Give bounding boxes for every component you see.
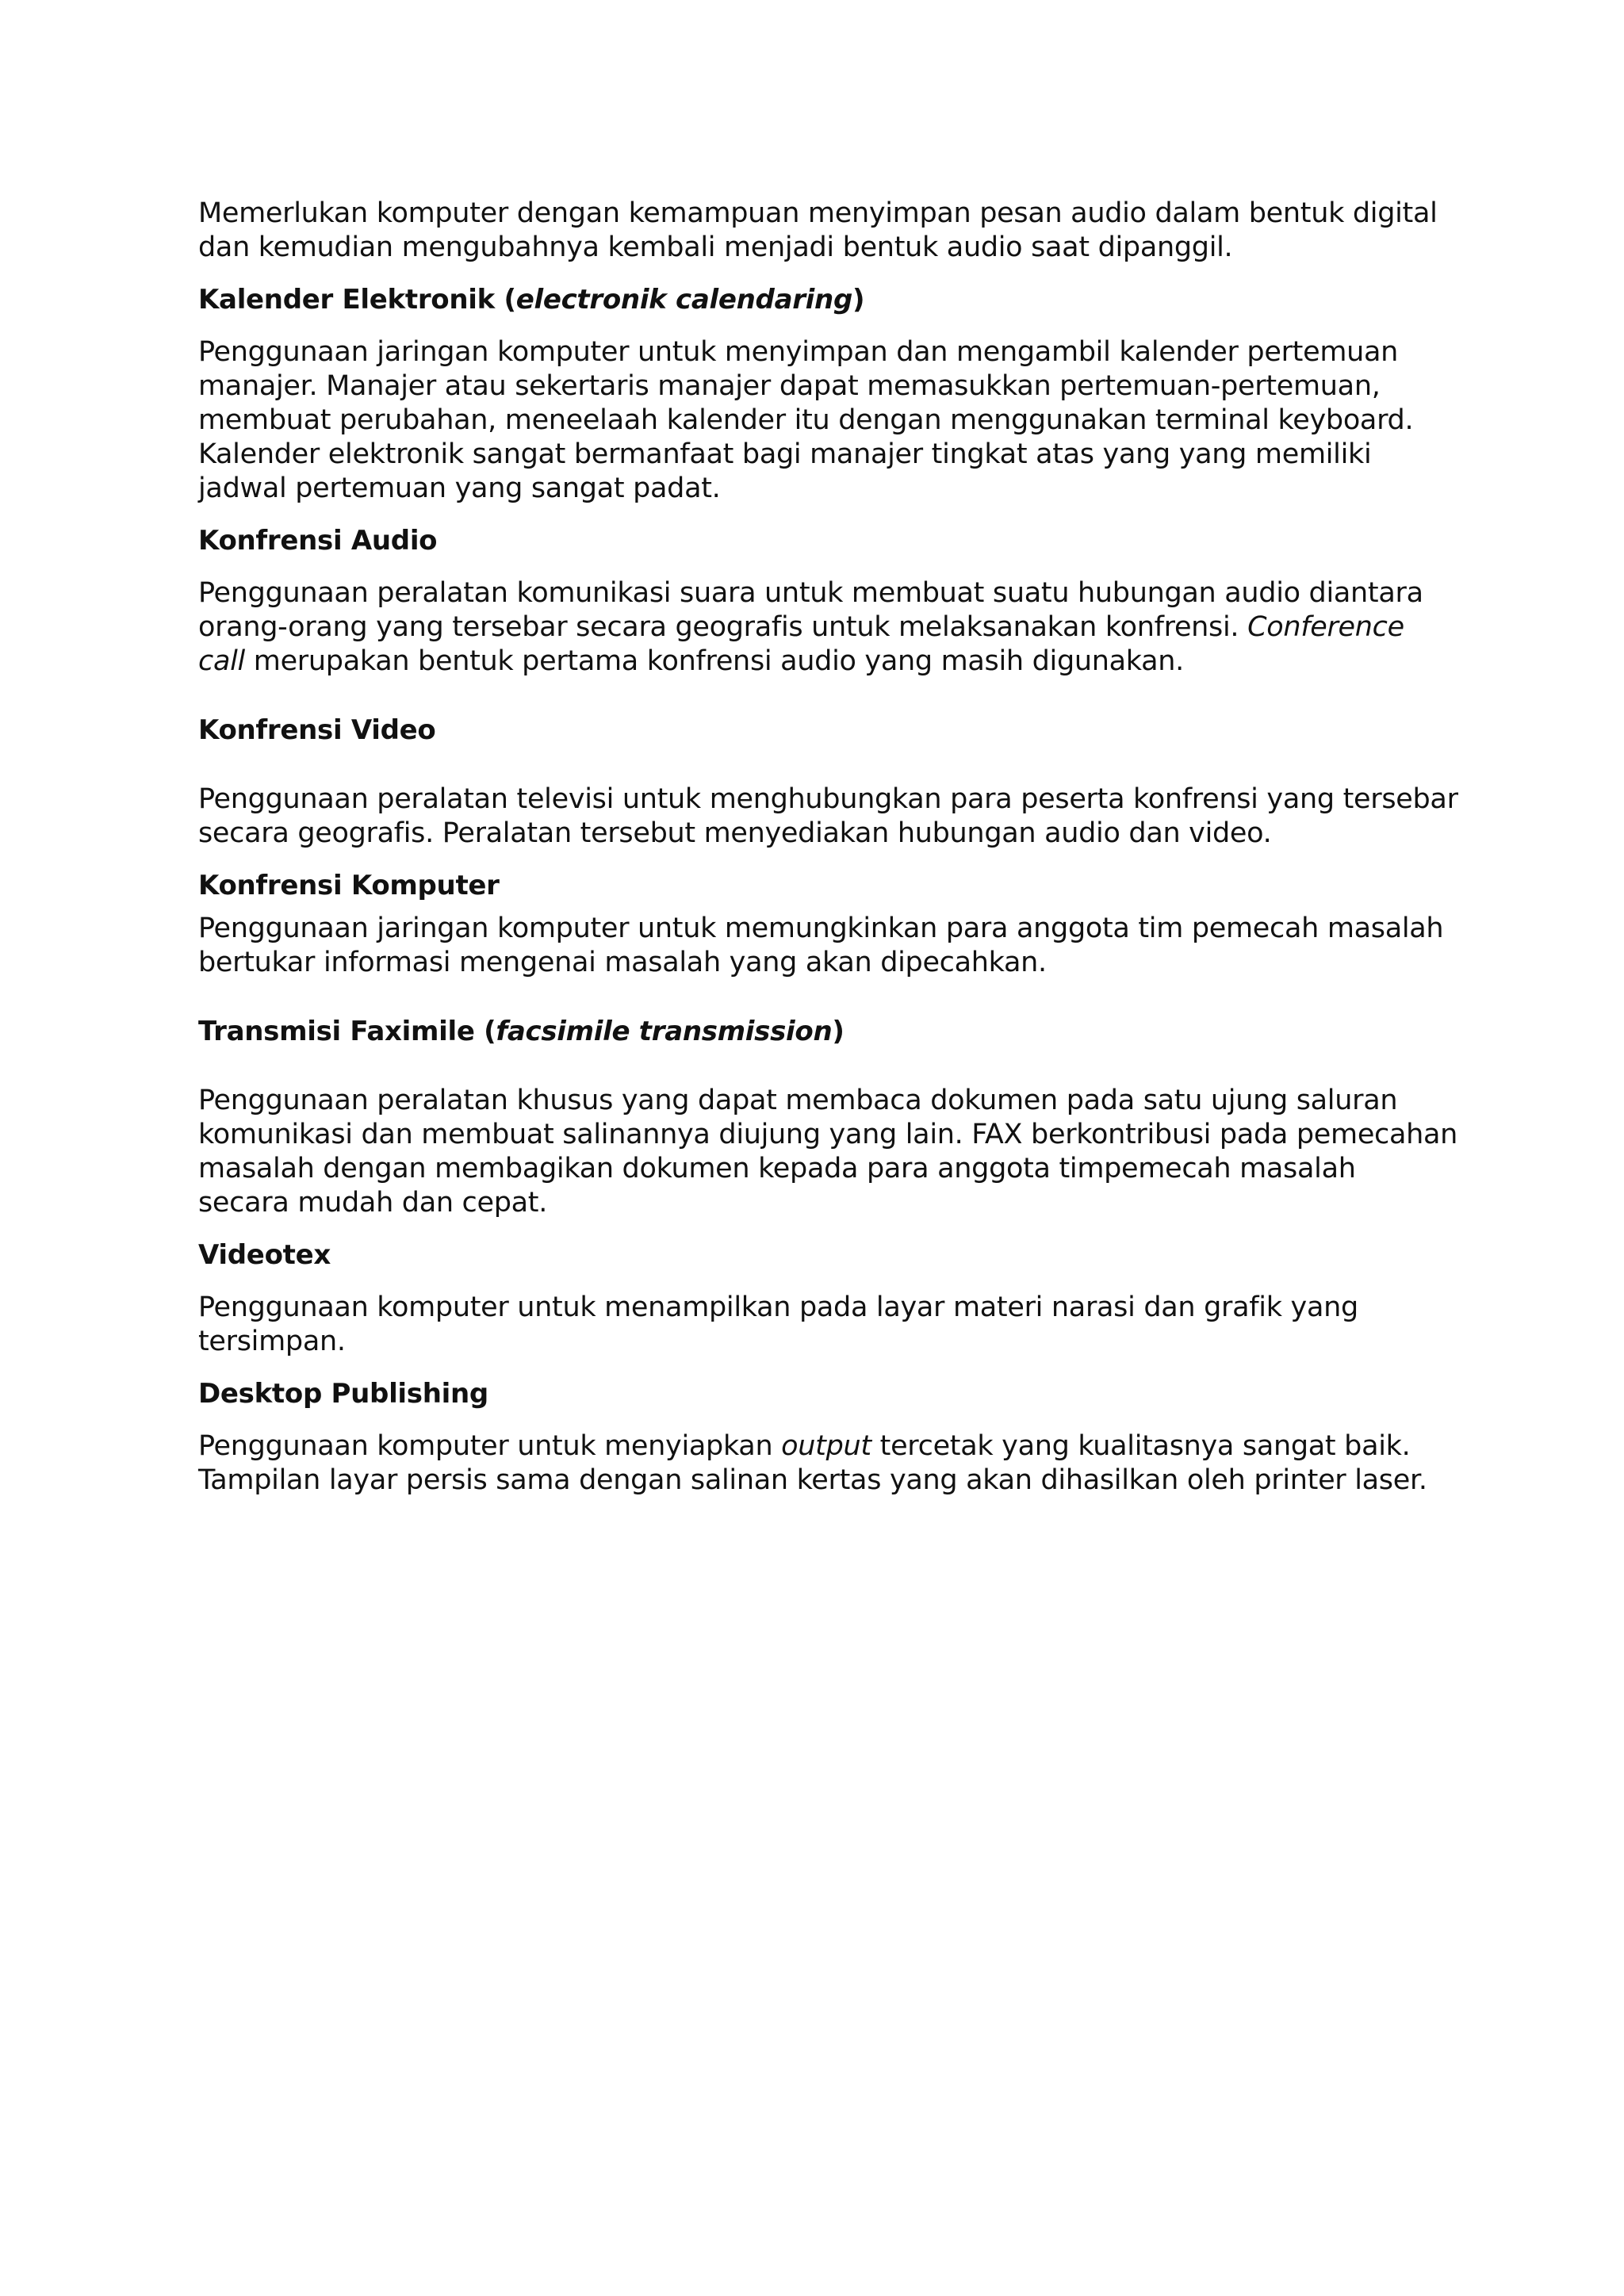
heading-konfrensi-audio: Konfrensi Audio bbox=[198, 525, 438, 557]
text-line: Penggunaan jaringan komputer untuk menyimpan dan mengambil kalender pertemuan bbox=[198, 336, 1399, 368]
videotex-paragraph bbox=[198, 1291, 1435, 1359]
text-line: dan kemudian mengubahnya kembali menjadi bentuk audio saat dipanggil. bbox=[198, 232, 1233, 263]
video-paragraph bbox=[198, 783, 1458, 851]
text-line: jadwal pertemuan yang sangat padat. bbox=[198, 473, 721, 504]
text-line: Kalender elektronik sangat bermanfaat bagi manajer tingkat atas yang yang memiliki bbox=[198, 438, 1372, 470]
audio-paragraph bbox=[198, 576, 1435, 679]
text-line: secara mudah dan cepat. bbox=[198, 1187, 548, 1219]
heading-kalender-elektronik: Kalender Elektronik (electronik calendaring) bbox=[198, 284, 865, 316]
text-line: tersimpan. bbox=[198, 1326, 346, 1357]
text-line: orang-orang yang tersebar secara geografis untuk melaksanakan konfrensi. Conference bbox=[198, 611, 1404, 643]
text-line: Penggunaan komputer untuk menampilkan pada layar materi narasi dan grafik yang bbox=[198, 1292, 1358, 1323]
desktop-paragraph bbox=[198, 1429, 1435, 1498]
komputer-paragraph bbox=[198, 912, 1444, 980]
text-line: Penggunaan peralatan televisi untuk menghubungkan para peserta konfrensi yang tersebar bbox=[198, 783, 1458, 815]
heading-videotex: Videotex bbox=[198, 1239, 331, 1271]
heading-desktop-publishing: Desktop Publishing bbox=[198, 1378, 488, 1410]
text-line: manajer. Manajer atau sekertaris manajer dapat memasukkan pertemuan-pertemuan, bbox=[198, 370, 1381, 402]
text-line: bertukar informasi mengenai masalah yang akan dipecahkan. bbox=[198, 947, 1047, 978]
text-line: Penggunaan peralatan khusus yang dapat membaca dokumen pada satu ujung saluran bbox=[198, 1085, 1398, 1116]
intro-paragraph bbox=[198, 197, 1438, 265]
text-line: secara geografis. Peralatan tersebut menyediakan hubungan audio dan video. bbox=[198, 817, 1272, 849]
text-line: Penggunaan komputer untuk menyiapkan output tercetak yang kualitasnya sangat baik. bbox=[198, 1430, 1411, 1462]
text-line: membuat perubahan, meneelaah kalender itu dengan menggunakan terminal keyboard. bbox=[198, 404, 1414, 436]
text-line: Penggunaan jaringan komputer untuk memungkinkan para anggota tim pemecah masalah bbox=[198, 913, 1444, 944]
text-line: Tampilan layar persis sama dengan salinan kertas yang akan dihasilkan oleh printer laser. bbox=[198, 1464, 1427, 1496]
heading-konfrensi-video: Konfrensi Video bbox=[198, 714, 436, 746]
text-line: Memerlukan komputer dengan kemampuan menyimpan pesan audio dalam bentuk digital bbox=[198, 197, 1438, 229]
text-line: masalah dengan membagikan dokumen kepada para anggota timpemecah masalah bbox=[198, 1153, 1356, 1184]
heading-transmisi-faximile: Transmisi Faximile (facsimile transmission) bbox=[198, 1016, 845, 1047]
heading-konfrensi-komputer: Konfrensi Komputer bbox=[198, 870, 500, 901]
text-line: Penggunaan peralatan komunikasi suara untuk membuat suatu hubungan audio diantara bbox=[198, 577, 1423, 609]
fax-paragraph bbox=[198, 1084, 1458, 1220]
text-line: komunikasi dan membuat salinannya diujung yang lain. FAX berkontribusi pada pemecahan bbox=[198, 1119, 1458, 1150]
kalender-paragraph bbox=[198, 335, 1435, 506]
document-page bbox=[198, 197, 1458, 1498]
text-line: call merupakan bentuk pertama konfrensi audio yang masih digunakan. bbox=[198, 645, 1185, 677]
